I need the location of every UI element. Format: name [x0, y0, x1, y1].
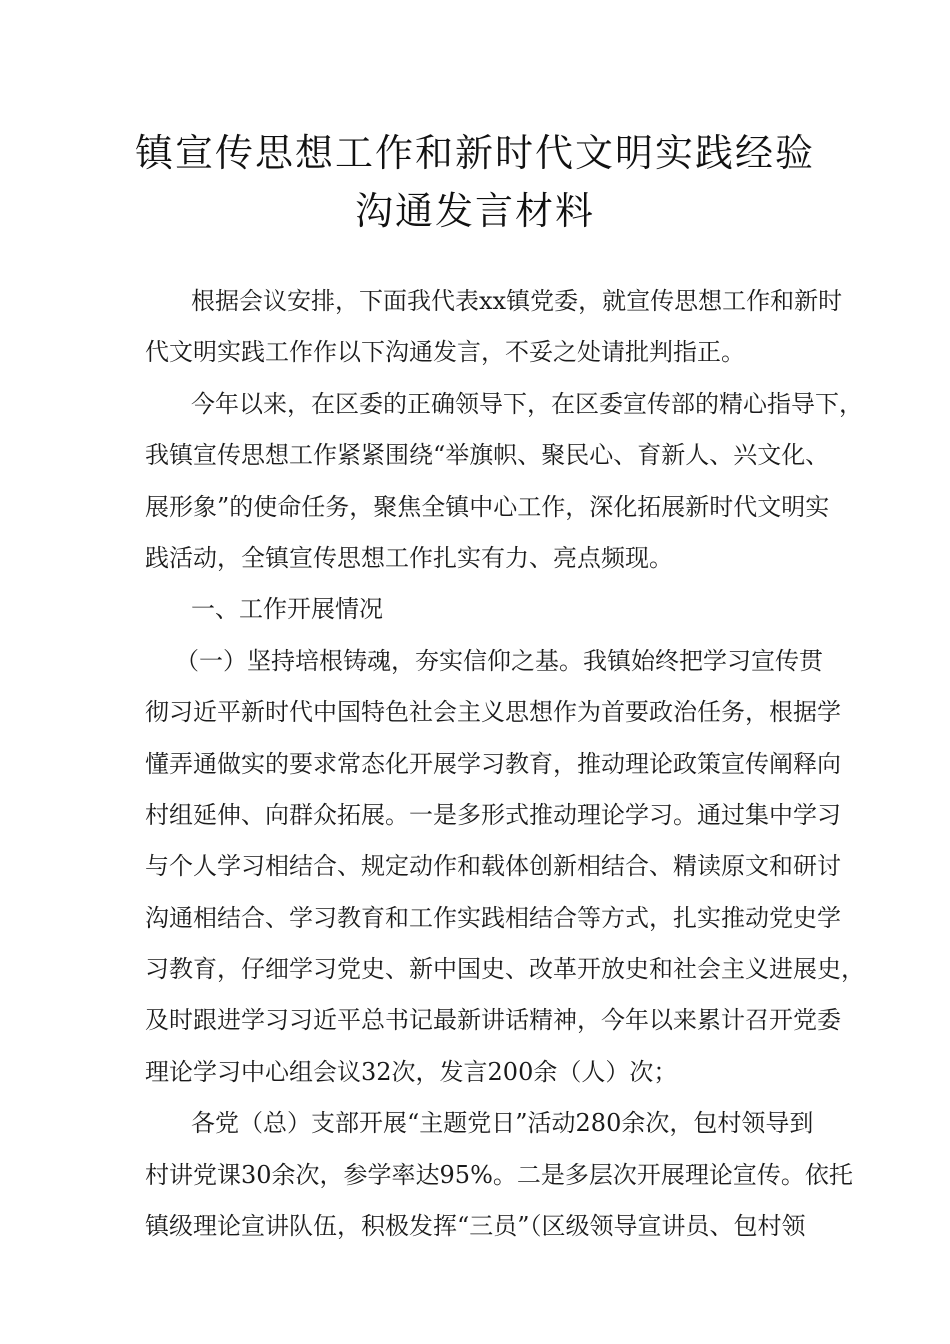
paragraph-line: 彻习近平新时代中国特色社会主义思想作为首要政治任务，根据学	[145, 698, 841, 727]
section-heading: 一、工作开展情况	[191, 595, 383, 624]
paragraph-line: 习教育，仔细学习党史、新中国史、改革开放史和社会主义进展史，	[145, 955, 865, 984]
paragraph-line: 村组延伸、向群众拓展。一是多形式推动理论学习。通过集中学习	[145, 800, 841, 829]
paragraph-line: 沟通相结合、学习教育和工作实践相结合等方式，扎实推动党史学	[145, 903, 841, 932]
document-title	[0, 124, 950, 240]
paragraph-line: 及时跟进学习习近平总书记最新讲话精神，今年以来累计召开党委	[145, 1006, 841, 1035]
title-line-2: 沟通发言材料	[354, 189, 595, 233]
paragraph-line: 代文明实践工作作以下沟通发言，不妥之处请批判指正。	[145, 338, 745, 367]
paragraph-line: 村讲党课30余次，参学率达95%。二是多层次开展理论宣传。依托	[145, 1160, 853, 1189]
paragraph-line: 根据会议安排，下面我代表xx镇党委，就宣传思想工作和新时	[191, 287, 843, 315]
paragraph-line: 各党（总）支部开展“主题党日”活动280余次，包村领导到	[191, 1109, 814, 1138]
paragraph-line: 镇级理论宣讲队伍，积极发挥“三员”（区级领导宣讲员、包村领	[145, 1212, 806, 1241]
paragraph-line: 懂弄通做实的要求常态化开展学习教育，推动理论政策宣传阐释向	[145, 749, 841, 778]
paragraph-line: （一）坚持培根铸魂，夯实信仰之基。我镇始终把学习宣传贯	[175, 646, 823, 675]
title-line-1: 镇宣传思想工作和新时代文明实践经验	[134, 131, 815, 175]
paragraph-line: 理论学习中心组会议32次，发言200余（人）次；	[145, 1057, 678, 1086]
paragraph-line: 与个人学习相结合、规定动作和载体创新相结合、精读原文和研讨	[145, 852, 841, 881]
paragraph-line: 我镇宣传思想工作紧紧围绕“举旗帜、聚民心、育新人、兴文化、	[145, 441, 830, 470]
document-body	[145, 276, 865, 1252]
paragraph-line: 展形象”的使命任务，聚焦全镇中心工作，深化拓展新时代文明实	[145, 492, 830, 521]
paragraph-line: 今年以来，在区委的正确领导下，在区委宣传部的精心指导下，	[191, 389, 863, 418]
paragraph-line: 践活动，全镇宣传思想工作扎实有力、亮点频现。	[145, 543, 673, 572]
